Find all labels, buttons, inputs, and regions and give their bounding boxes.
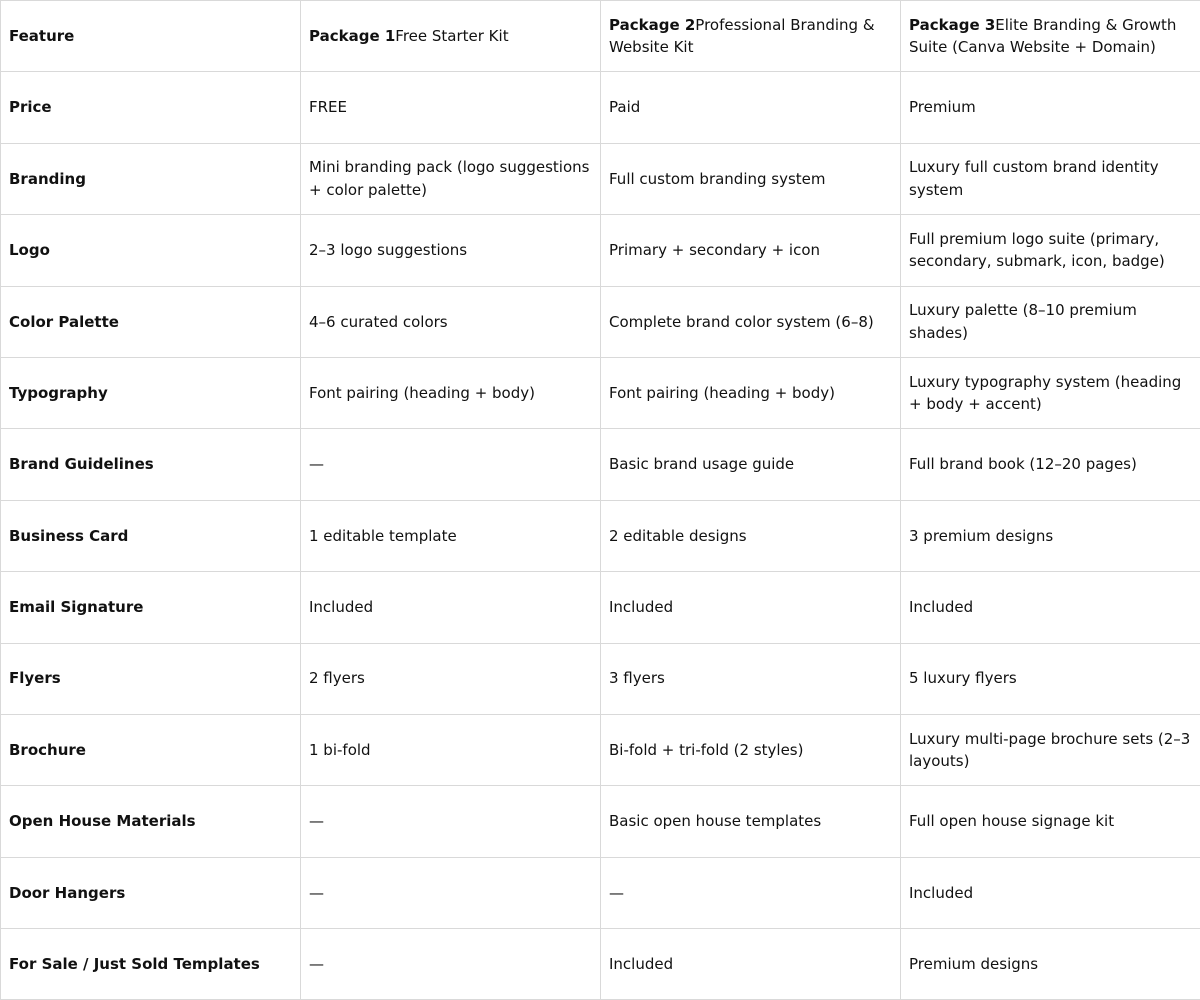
package-3-cell: Luxury typography system (heading + body + accent) [901,357,1200,428]
package-2-cell: Primary + secondary + icon [601,215,901,286]
feature-cell: Logo [1,215,301,286]
package-2-cell: Basic brand usage guide [601,429,901,500]
feature-cell: Branding [1,143,301,214]
package-3-cell: Full open house signage kit [901,786,1200,857]
package-1-cell: — [301,429,601,500]
feature-cell: Open House Materials [1,786,301,857]
feature-cell: Brochure [1,714,301,785]
package-2-cell: Paid [601,72,901,143]
feature-cell: For Sale / Just Sold Templates [1,929,301,1000]
package-2-cell: Bi-fold + tri-fold (2 styles) [601,714,901,785]
package-2-cell: Complete brand color system (6–8) [601,286,901,357]
table-row [1,929,1200,1000]
package-2-cell: Full custom branding system [601,143,901,214]
table-row [1,786,1200,857]
package-2-cell: 3 flyers [601,643,901,714]
package-3-cell: Premium designs [901,929,1200,1000]
package-3-cell: 3 premium designs [901,500,1200,571]
package-1-cell: 4–6 curated colors [301,286,601,357]
feature-cell: Price [1,72,301,143]
package-2-header [601,1,901,72]
package-1-cell: 2 flyers [301,643,601,714]
table-row [1,357,1200,428]
package-3-cell: 5 luxury flyers [901,643,1200,714]
table-row [1,572,1200,643]
table-body [1,72,1200,1000]
table-row [1,429,1200,500]
feature-cell: Email Signature [1,572,301,643]
package-2-cell: — [601,857,901,928]
package-1-subtitle: Free Starter Kit [395,26,509,45]
package-3-cell: Full brand book (12–20 pages) [901,429,1200,500]
package-3-cell: Included [901,572,1200,643]
package-1-cell: — [301,929,601,1000]
package-1-header [301,1,601,72]
package-3-cell: Luxury palette (8–10 premium shades) [901,286,1200,357]
table-row [1,857,1200,928]
package-2-cell: 2 editable designs [601,500,901,571]
package-3-name: Package 3 [909,15,996,34]
package-2-cell: Font pairing (heading + body) [601,357,901,428]
feature-cell: Typography [1,357,301,428]
package-1-name: Package 1 [309,26,396,45]
header-row [1,1,1200,72]
package-3-subtitle: Elite Branding & Growth Suite (Canva Website + Domain) [909,15,1177,57]
package-2-cell: Included [601,572,901,643]
package-2-cell: Basic open house templates [601,786,901,857]
table-row [1,143,1200,214]
package-1-cell: Included [301,572,601,643]
table-row [1,643,1200,714]
feature-cell: Door Hangers [1,857,301,928]
package-2-cell: Included [601,929,901,1000]
table-header [1,1,1200,72]
feature-cell: Flyers [1,643,301,714]
table-row [1,500,1200,571]
table-row [1,286,1200,357]
feature-cell: Color Palette [1,286,301,357]
package-3-cell: Luxury multi-page brochure sets (2–3 layouts) [901,714,1200,785]
package-3-cell: Luxury full custom brand identity system [901,143,1200,214]
package-2-name: Package 2 [609,15,696,34]
package-1-cell: FREE [301,72,601,143]
feature-cell: Business Card [1,500,301,571]
feature-cell: Brand Guidelines [1,429,301,500]
package-1-cell: 1 bi-fold [301,714,601,785]
package-3-cell: Full premium logo suite (primary, secondary, submark, icon, badge) [901,215,1200,286]
package-3-header [901,1,1200,72]
package-1-cell: 2–3 logo suggestions [301,215,601,286]
package-3-cell: Included [901,857,1200,928]
package-1-cell: — [301,857,601,928]
table-row [1,714,1200,785]
package-3-cell: Premium [901,72,1200,143]
package-1-cell: — [301,786,601,857]
package-1-cell: 1 editable template [301,500,601,571]
table-row [1,215,1200,286]
package-1-cell: Font pairing (heading + body) [301,357,601,428]
table-row [1,72,1200,143]
package-1-cell: Mini branding pack (logo suggestions + color palette) [301,143,601,214]
package-2-subtitle: Professional Branding & Website Kit [609,15,875,57]
feature-column-header: Feature [1,1,301,72]
